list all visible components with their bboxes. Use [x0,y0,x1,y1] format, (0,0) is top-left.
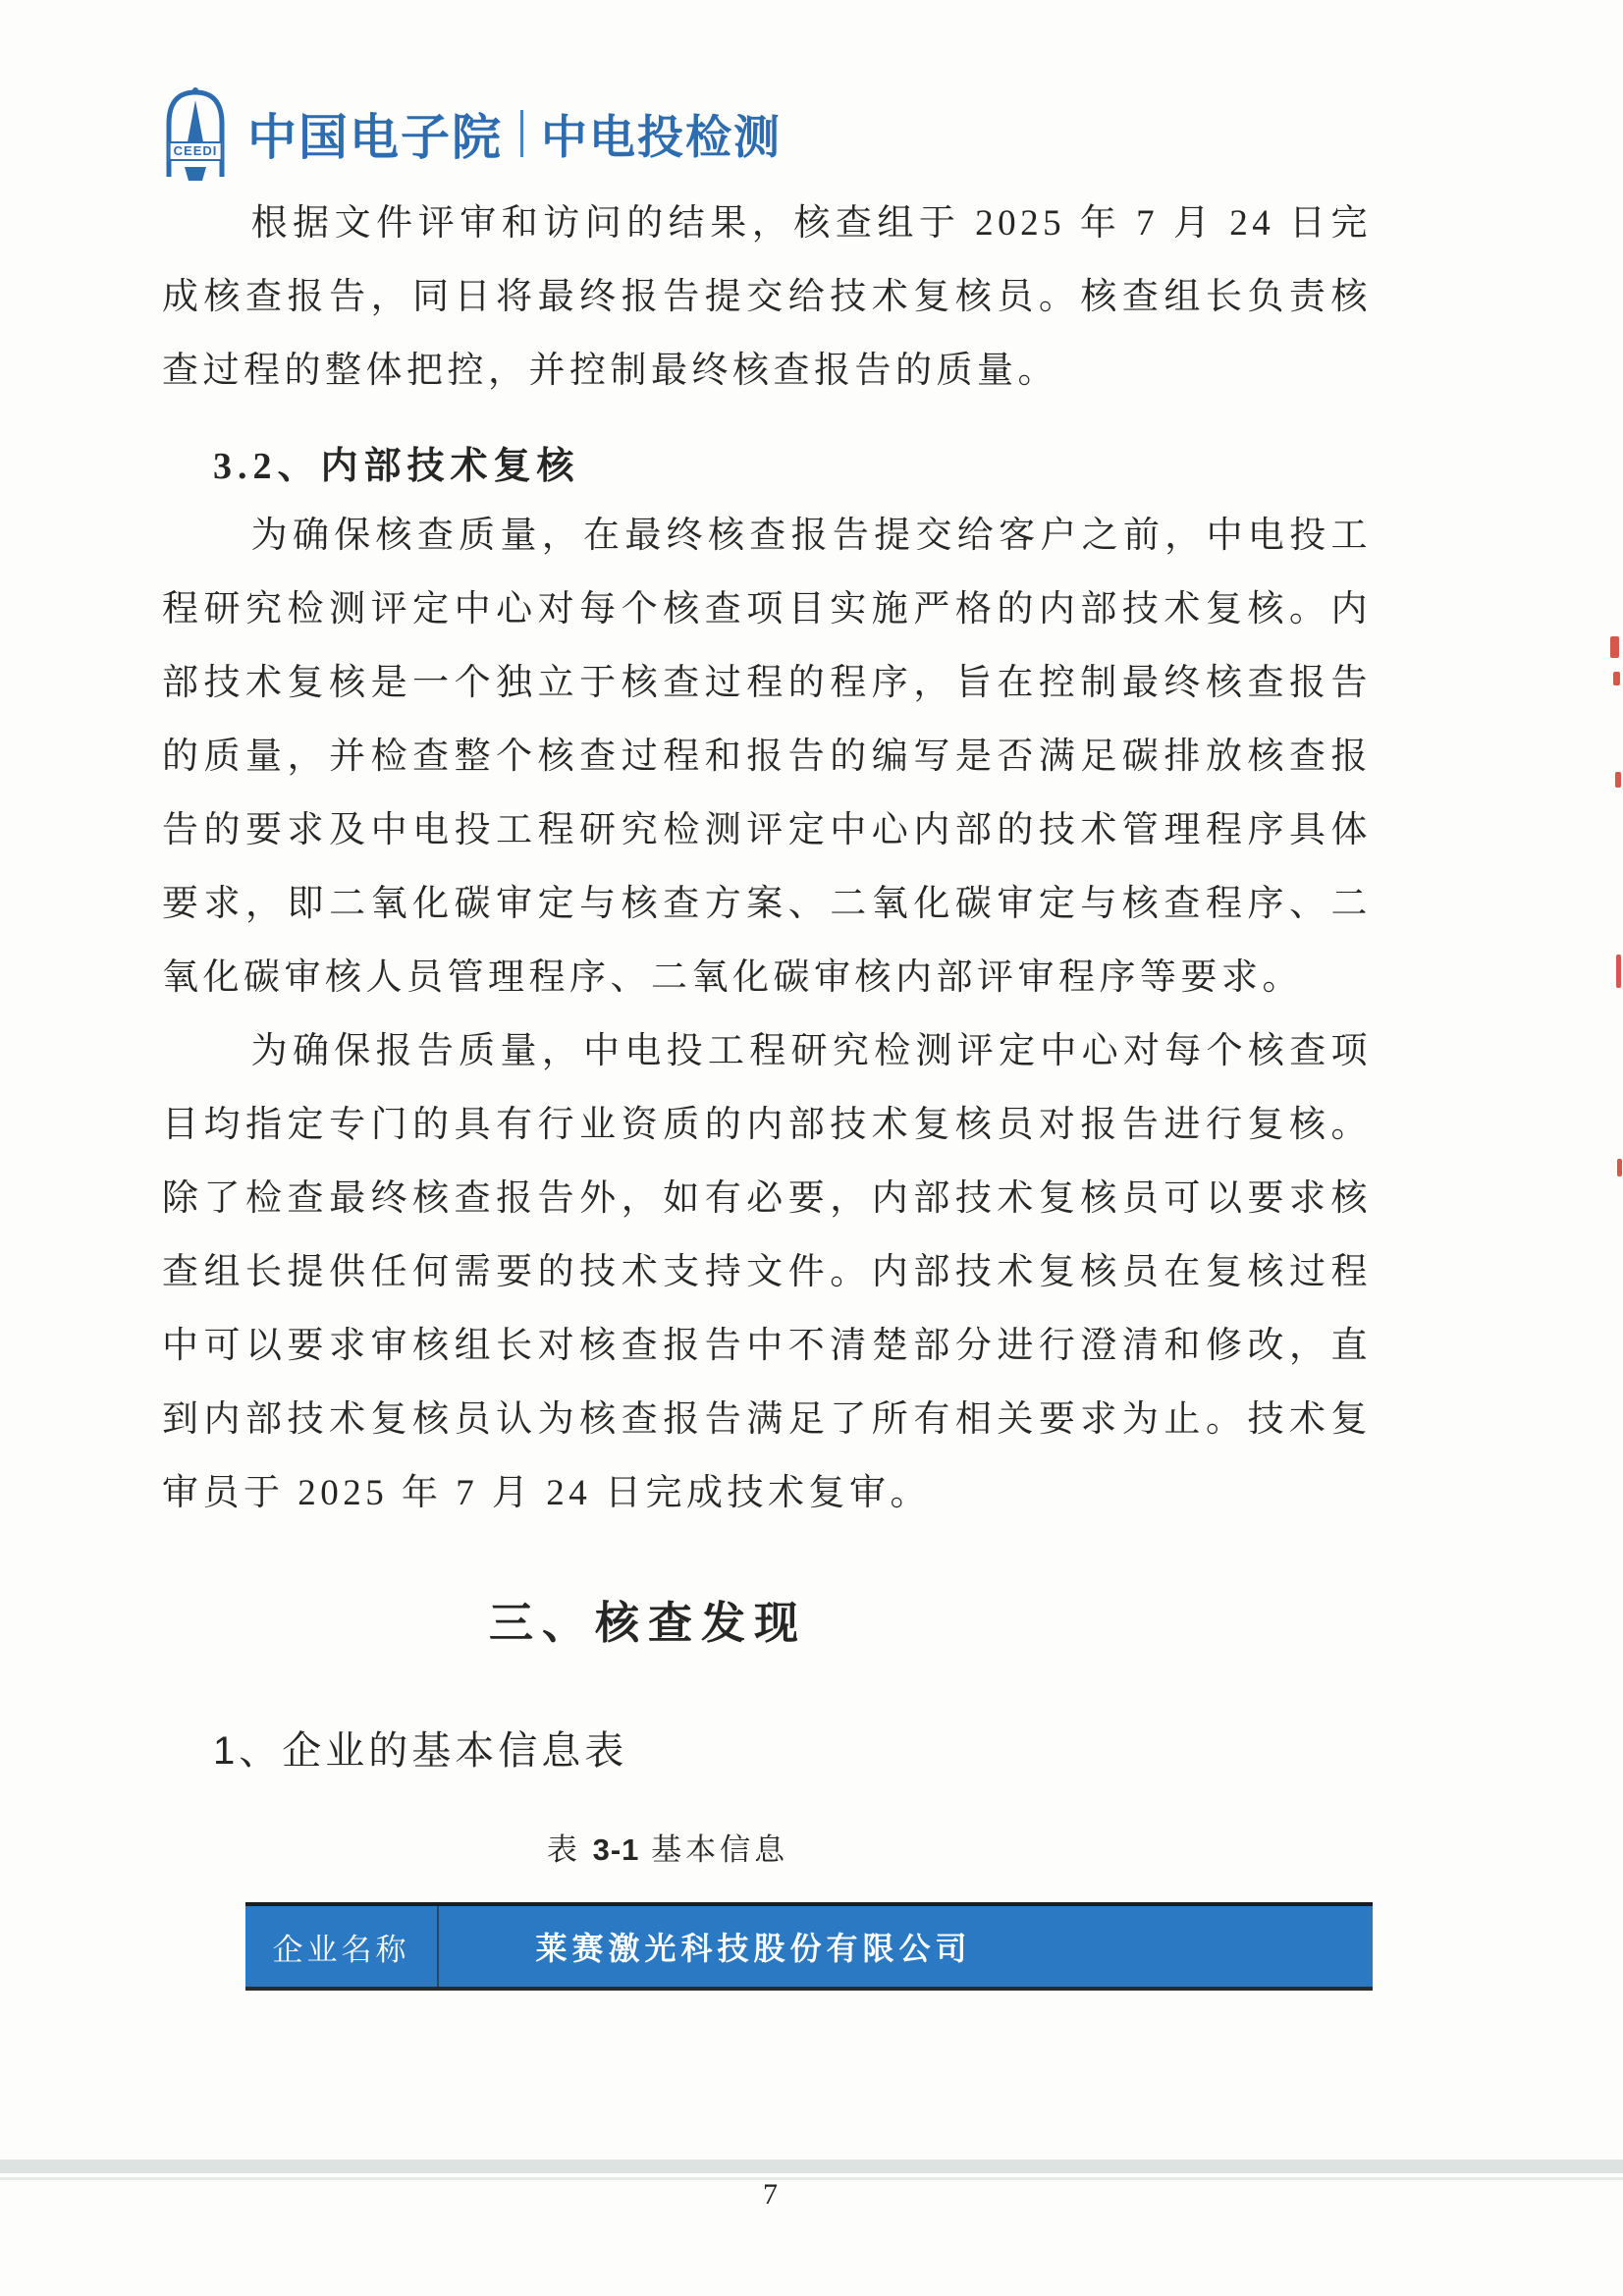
heading-3-2-internal-technical-review: 3.2、内部技术复核 [213,446,580,487]
footer-scan-band [0,2159,1623,2173]
page-number: 7 [763,2178,778,2211]
table-cell-company-name-value: 莱赛激光科技股份有限公司 [535,1931,972,1966]
scan-artifact-red-mark [1616,955,1621,988]
ceedi-logo-text: CEEDI [169,141,223,161]
table-row [245,1906,1373,1987]
table-caption-prefix: 表 [546,1832,593,1867]
ceedi-logo-icon [159,86,232,181]
scan-artifact-red-mark [1610,636,1619,658]
table-caption-number: 3-1 [592,1832,640,1867]
table-caption-title: 基本信息 [639,1832,789,1867]
scan-artifact-red-mark [1613,672,1620,685]
heading-item-1-basic-info-table: 1、企业的基本信息表 [213,1729,628,1773]
heading-section-3-verification-findings: 三、核查发现 [488,1598,807,1648]
brand-name-secondary: 中电投检测 [541,110,782,163]
table-caption [162,1825,1173,1869]
basic-info-table [245,1902,1373,1991]
header-logo [159,79,782,189]
brand-name-primary: 中国电子院 [247,110,503,165]
paragraph-internal-review-2: 为确保报告质量，中电投工程研究检测评定中心对每个核查项目均指定专门的具有行业资质的内部技术复核员对报告进行复核。除了检查最终核查报告外，如有必要，内部技术复核员可以要求核查组长提供任何需要的技术支持文件。内部技术复核员在复核过程中可以要求审核组长对核查报告中不清楚部分进行澄清和修改，直到内部技术复核员认为核查报告满足了所有相关要求为止。技术复审员于 2025 年 7 月 24 日完成技术复审。 [162,1031,1372,1513]
scan-artifact-red-mark [1617,1159,1622,1176]
scan-artifact-red-mark [1615,772,1621,788]
paragraph-report-completion: 根据文件评审和访问的结果，核查组于 2025 年 7 月 24 日完成核查报告，同日将最终报告提交给技术复核员。核查组长负责核查过程的整体把控，并控制最终核查报告的质量。 [162,203,1372,391]
paragraph-internal-review-1: 为确保核查质量，在最终核查报告提交给客户之前，中电投工程研究检测评定中心对每个核查项目实施严格的内部技术复核。内部技术复核是一个独立于核查过程的程序，旨在控制最终核查报告的质量，并检查整个核查过程和报告的编写是否满足碳排放核查报告的要求及中电投工程研究检测评定中心内部的技术管理程序具体要求，即二氧化碳审定与核查方案、二氧化碳审定与核查程序、二氧化碳审核人员管理程序、二氧化碳审核内部评审程序等要求。 [162,516,1372,998]
document-body [162,187,1372,1991]
brand-divider [520,110,523,157]
table-cell-company-name-label: 企业名称 [245,1906,439,1987]
